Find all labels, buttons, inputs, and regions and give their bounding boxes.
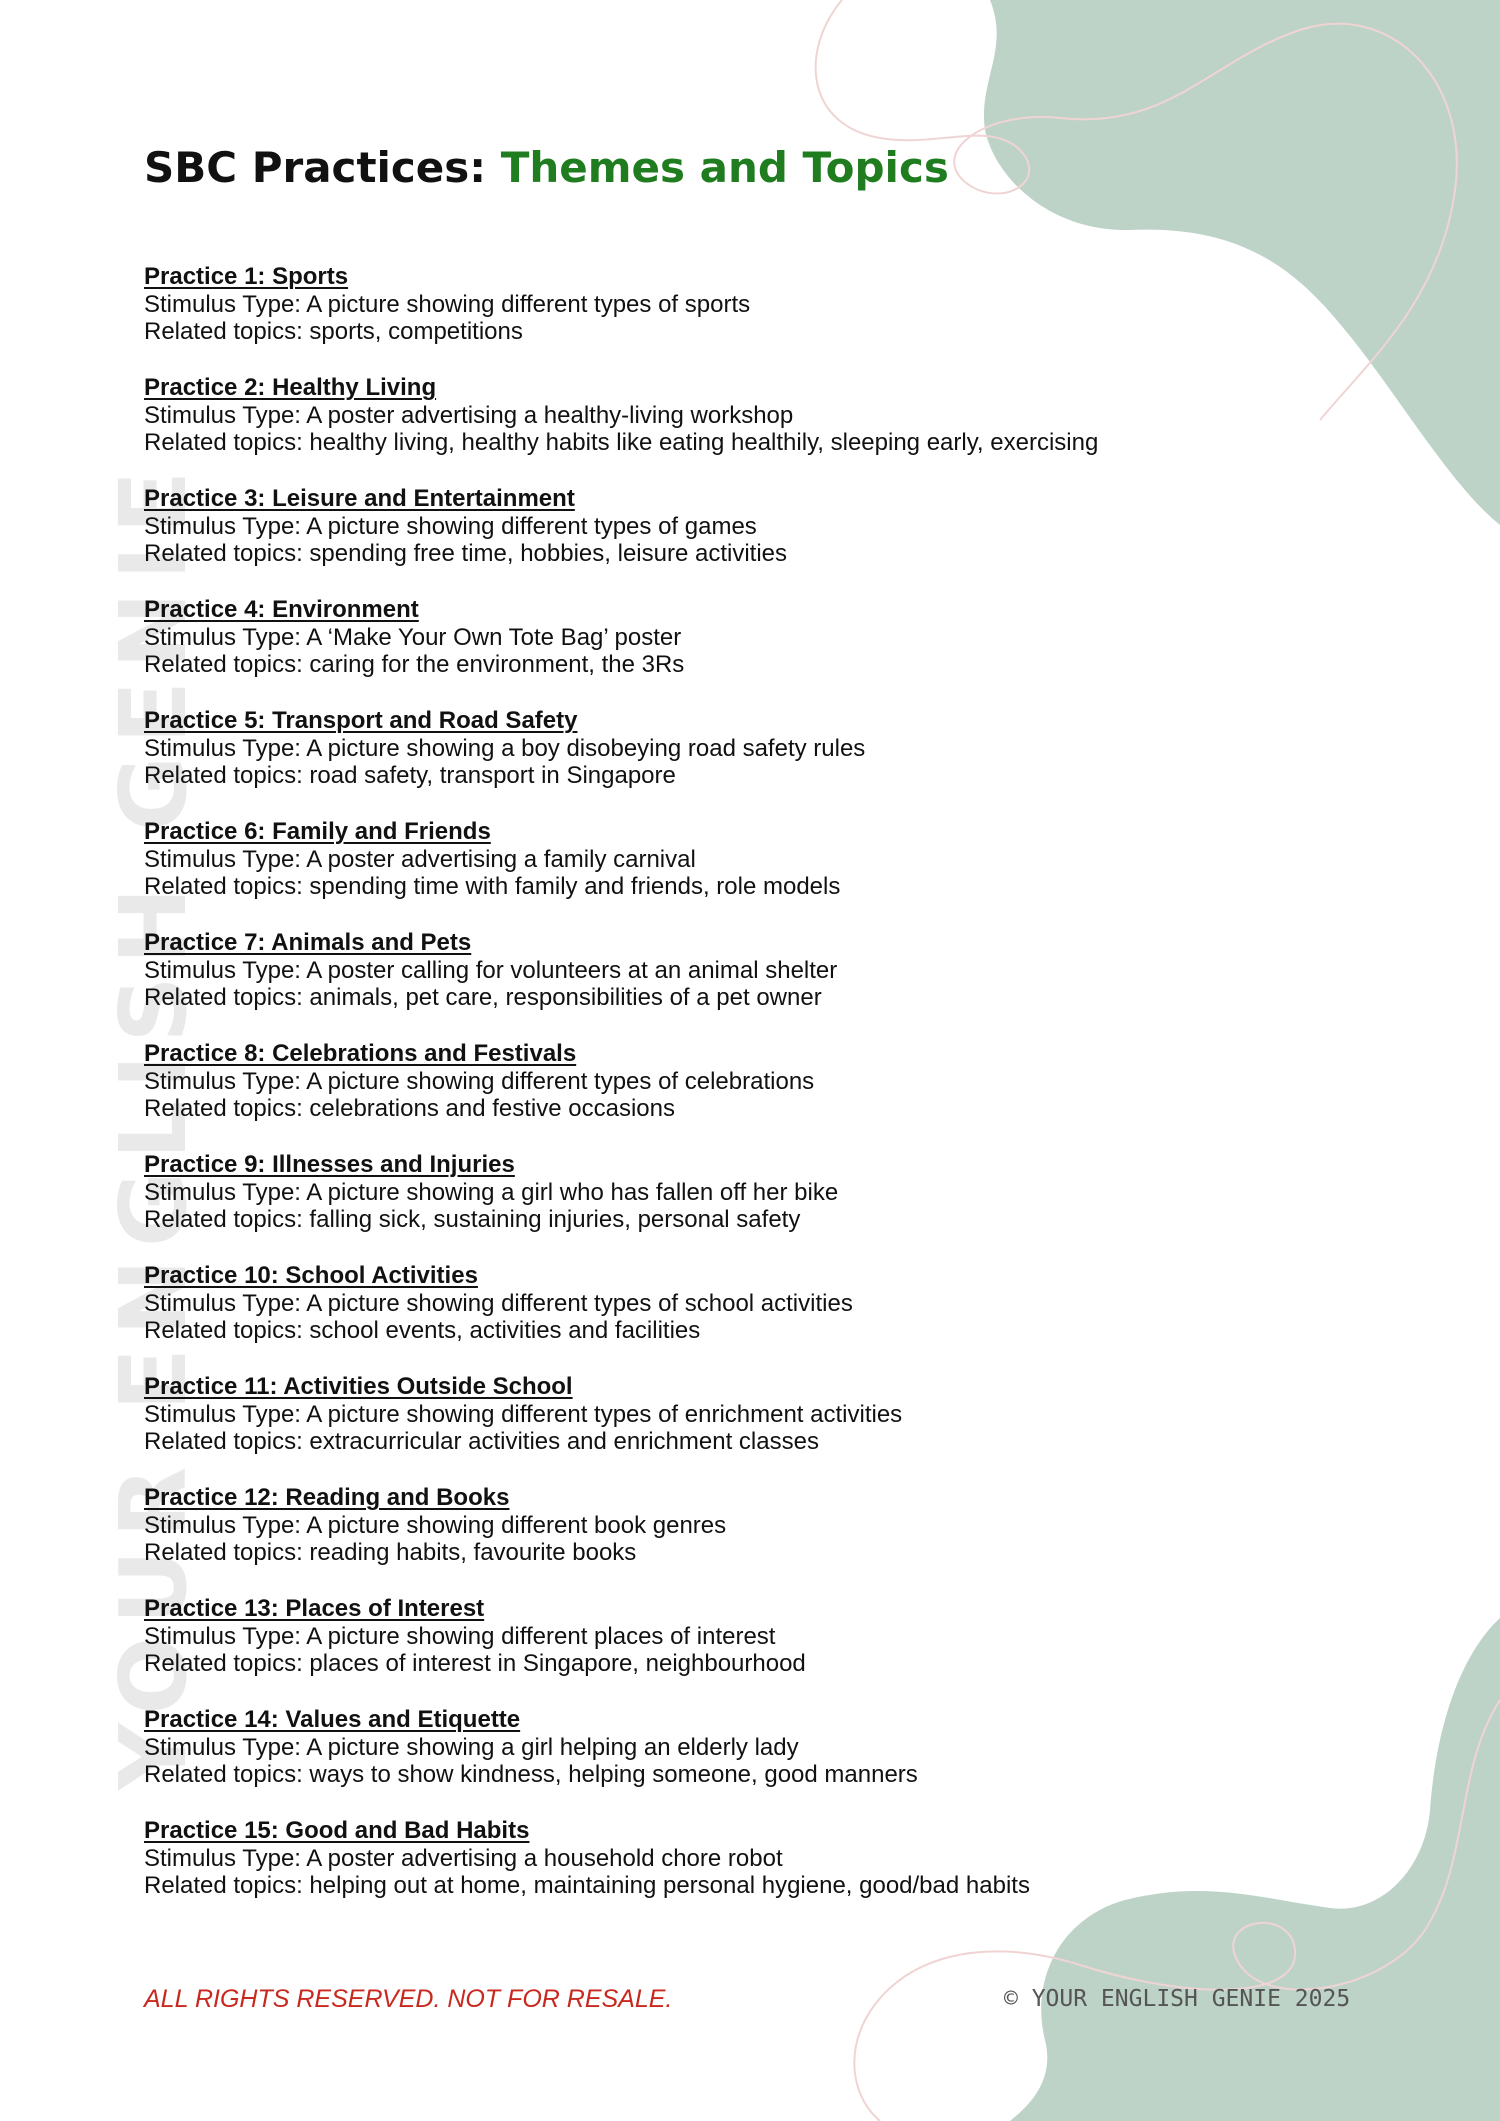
practice-item <box>144 1262 1394 1373</box>
page-title <box>144 140 949 196</box>
practice-stimulus: Stimulus Type: A picture showing a girl who has fallen off her bike <box>144 1178 839 1206</box>
practice-heading: Practice 4: Environment <box>144 596 419 623</box>
rights-notice: ALL RIGHTS RESERVED. NOT FOR RESALE. <box>144 1985 673 2013</box>
practice-item <box>144 1151 1394 1262</box>
practice-item <box>144 1373 1394 1484</box>
practice-heading: Practice 12: Reading and Books <box>144 1484 510 1511</box>
practice-stimulus: Stimulus Type: A poster calling for volunteers at an animal shelter <box>144 956 838 984</box>
practice-heading: Practice 8: Celebrations and Festivals <box>144 1040 577 1067</box>
practice-stimulus: Stimulus Type: A picture showing different types of enrichment activities <box>144 1400 903 1428</box>
practice-item <box>144 1484 1394 1595</box>
practice-stimulus: Stimulus Type: A picture showing different book genres <box>144 1511 727 1539</box>
practice-list <box>144 263 1394 1928</box>
watermark-text: YOUR ENGLISH GENIE <box>100 458 207 1790</box>
practice-item <box>144 1817 1394 1928</box>
practice-heading: Practice 9: Illnesses and Injuries <box>144 1151 515 1178</box>
practice-stimulus: Stimulus Type: A picture showing different types of games <box>144 512 757 540</box>
practice-stimulus: Stimulus Type: A picture showing a girl helping an elderly lady <box>144 1733 799 1761</box>
practice-topics: Related topics: helping out at home, maintaining personal hygiene, good/bad habits <box>144 1872 1030 1899</box>
practice-item <box>144 929 1394 1040</box>
practice-heading: Practice 10: School Activities <box>144 1262 478 1289</box>
practice-topics: Related topics: school events, activities and facilities <box>144 1317 701 1344</box>
practice-topics: Related topics: healthy living, healthy habits like eating healthily, sleeping early, exercising <box>144 429 1099 456</box>
practice-topics: Related topics: falling sick, sustaining injuries, personal safety <box>144 1206 801 1233</box>
practice-item <box>144 374 1394 485</box>
practice-topics: Related topics: caring for the environment, the 3Rs <box>144 651 685 678</box>
page-title-prefix: SBC Practices: <box>144 143 501 192</box>
practice-item <box>144 485 1394 596</box>
practice-heading: Practice 15: Good and Bad Habits <box>144 1817 530 1844</box>
practice-item <box>144 1040 1394 1151</box>
practice-item <box>144 1706 1394 1817</box>
practice-topics: Related topics: animals, pet care, responsibilities of a pet owner <box>144 984 822 1011</box>
practice-item <box>144 818 1394 929</box>
practice-heading: Practice 2: Healthy Living <box>144 374 437 401</box>
practice-heading: Practice 1: Sports <box>144 263 349 290</box>
practice-item <box>144 1595 1394 1706</box>
practice-topics: Related topics: sports, competitions <box>144 318 523 345</box>
practice-stimulus: Stimulus Type: A poster advertising a healthy-living workshop <box>144 401 794 429</box>
practice-stimulus: Stimulus Type: A picture showing different types of sports <box>144 290 751 318</box>
practice-heading: Practice 14: Values and Etiquette <box>144 1706 521 1733</box>
practice-item <box>144 596 1394 707</box>
practice-topics: Related topics: spending free time, hobbies, leisure activities <box>144 540 788 567</box>
practice-heading: Practice 3: Leisure and Entertainment <box>144 485 575 512</box>
practice-stimulus: Stimulus Type: A picture showing a boy disobeying road safety rules <box>144 734 866 762</box>
practice-topics: Related topics: celebrations and festive occasions <box>144 1095 675 1122</box>
practice-stimulus: Stimulus Type: A picture showing different places of interest <box>144 1622 776 1650</box>
practice-heading: Practice 6: Family and Friends <box>144 818 491 845</box>
practice-topics: Related topics: places of interest in Singapore, neighbourhood <box>144 1650 806 1677</box>
practice-topics: Related topics: road safety, transport in Singapore <box>144 762 676 789</box>
practice-item <box>144 707 1394 818</box>
practice-topics: Related topics: reading habits, favourite books <box>144 1539 637 1566</box>
practice-stimulus: Stimulus Type: A picture showing different types of celebrations <box>144 1067 815 1095</box>
practice-item <box>144 263 1394 374</box>
practice-heading: Practice 13: Places of Interest <box>144 1595 485 1622</box>
practice-heading: Practice 11: Activities Outside School <box>144 1373 573 1400</box>
practice-heading: Practice 5: Transport and Road Safety <box>144 707 578 734</box>
practice-topics: Related topics: ways to show kindness, helping someone, good manners <box>144 1761 918 1788</box>
practice-heading: Practice 7: Animals and Pets <box>144 929 472 956</box>
page-title-accent: Themes and Topics <box>500 143 949 192</box>
practice-stimulus: Stimulus Type: A picture showing different types of school activities <box>144 1289 853 1317</box>
practice-stimulus: Stimulus Type: A poster advertising a household chore robot <box>144 1844 783 1872</box>
practice-stimulus: Stimulus Type: A poster advertising a family carnival <box>144 845 696 873</box>
copyright-notice: © YOUR ENGLISH GENIE 2025 <box>1004 1986 1351 2012</box>
practice-topics: Related topics: extracurricular activities and enrichment classes <box>144 1428 819 1455</box>
practice-stimulus: Stimulus Type: A ‘Make Your Own Tote Bag’ poster <box>144 623 682 651</box>
practice-topics: Related topics: spending time with family and friends, role models <box>144 873 841 900</box>
